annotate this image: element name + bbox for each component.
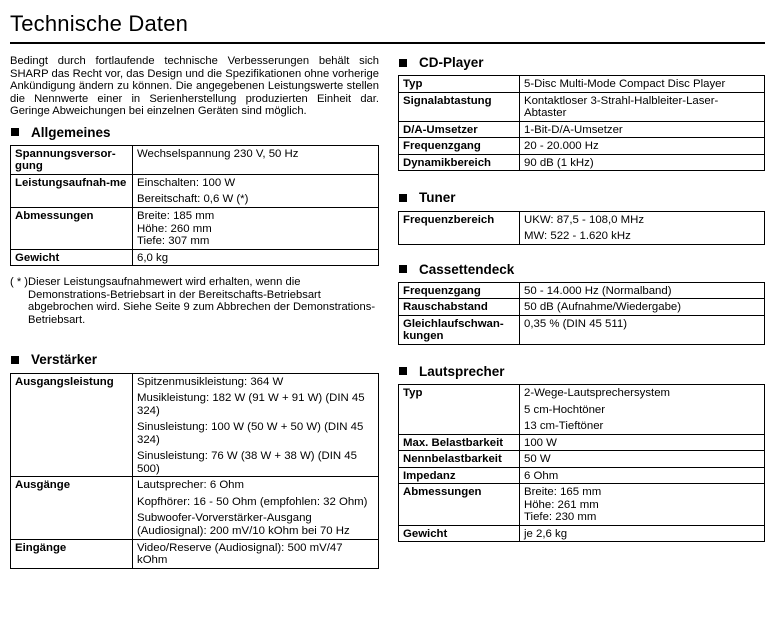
spec-value xyxy=(520,76,765,93)
square-bullet-icon xyxy=(399,59,407,67)
table-row xyxy=(399,76,765,93)
left-column xyxy=(10,55,379,569)
spec-label: Eingänge xyxy=(11,539,133,568)
section-title: Verstärker xyxy=(31,352,98,368)
spec-value xyxy=(520,299,765,316)
spec-value xyxy=(133,208,379,250)
spec-label: Frequenzbereich xyxy=(399,211,520,244)
spec-label: Frequenzgang xyxy=(399,282,520,299)
right-column xyxy=(398,55,765,542)
intro-paragraph: Bedingt durch fortlaufende technische Verbesserungen behält sich SHARP das Recht vor, das Design und die Spezifikationen ohne vorherige Ankündigung ändern zu können. Die angegebenen Leistungswerte stellen die Nennwerte einer in Serienherstellung produzierten Einheit dar. Geringe Abweichungen bei einzelnen Geräten sind möglich. xyxy=(10,55,379,118)
section-title: Allgemeines xyxy=(31,124,111,140)
spec-value-line: Sinusleistung: 76 W (38 W + 38 W) (DIN 45 500) xyxy=(137,450,357,475)
spec-value-line: Lautsprecher: 6 Ohm xyxy=(137,479,244,492)
spec-label: Signalabtastung xyxy=(399,92,520,121)
spec-label: Typ xyxy=(399,385,520,435)
page-title: Technische Daten xyxy=(10,11,189,36)
spec-value xyxy=(133,539,379,568)
spec-label: Frequenzgang xyxy=(399,138,520,155)
square-bullet-icon xyxy=(399,367,407,375)
spec-value-line: 0,35 % (DIN 45 511) xyxy=(524,317,627,330)
spec-value-line: 20 - 20.000 Hz xyxy=(524,140,599,153)
spec-value-line: Tiefe: 307 mm xyxy=(137,235,210,248)
spec-value xyxy=(520,434,765,451)
spec-value xyxy=(520,451,765,468)
spec-value-line: 13 cm-Tieftöner xyxy=(524,420,604,433)
spec-value-line: Kontaktloser 3-Strahl-Halbleiter-Laser-Abtaster xyxy=(524,94,719,120)
table-row xyxy=(399,138,765,155)
table-row xyxy=(399,434,765,451)
spec-label: Abmessungen xyxy=(11,208,133,250)
section-title: Cassettendeck xyxy=(419,261,515,277)
section-title: Tuner xyxy=(419,190,456,206)
spec-value-line: 6,0 kg xyxy=(137,251,169,264)
spec-value xyxy=(520,121,765,138)
table-row xyxy=(399,315,765,344)
square-bullet-icon xyxy=(11,356,19,364)
spec-value-line: Höhe: 261 mm xyxy=(524,498,599,511)
spec-value-line: Tiefe: 230 mm xyxy=(524,511,597,524)
table-tuner xyxy=(398,211,765,245)
spec-value xyxy=(520,315,765,344)
table-row xyxy=(11,208,379,250)
spec-value-line: MW: 522 - 1.620 kHz xyxy=(524,230,631,243)
spec-value xyxy=(133,249,379,266)
spec-value xyxy=(520,282,765,299)
spec-label: Gleichlaufschwan-kungen xyxy=(399,315,520,344)
square-bullet-icon xyxy=(11,128,19,136)
section-heading-cassettendeck xyxy=(398,262,765,277)
table-row xyxy=(399,154,765,171)
spec-label: Abmessungen xyxy=(399,484,520,526)
footnote-text: Dieser Leistungsaufnahmewert wird erhalten, wenn die Demonstrations-Betriebsart in der Bereitschafts-Betriebsart abgebrochen wird. Siehe Seite 9 zum Abbrechen der Demonstrations-Betriebsart. xyxy=(28,276,376,326)
spec-value xyxy=(133,373,379,477)
spec-value-line: Einschalten: 100 W xyxy=(137,176,236,189)
section-title: Lautsprecher xyxy=(419,363,505,379)
table-row xyxy=(399,451,765,468)
table-row xyxy=(399,299,765,316)
table-cd-player xyxy=(398,75,765,171)
footnote xyxy=(10,276,379,326)
square-bullet-icon xyxy=(399,265,407,273)
spec-value xyxy=(520,154,765,171)
spec-value-line: je 2,6 kg xyxy=(524,527,568,540)
spec-label: Impedanz xyxy=(399,467,520,484)
footnote-mark: ( * ) xyxy=(10,276,29,289)
table-row xyxy=(11,145,379,174)
spec-value-line: 50 W xyxy=(524,453,551,466)
spec-value xyxy=(520,467,765,484)
spec-label: Leistungsaufnah-me xyxy=(11,174,133,207)
spec-value-line: UKW: 87,5 - 108,0 MHz xyxy=(524,213,645,226)
spec-label: D/A-Umsetzer xyxy=(399,121,520,138)
table-row xyxy=(11,249,379,266)
section-heading-allgemeines xyxy=(10,125,379,140)
spec-value-line: Breite: 165 mm xyxy=(524,486,602,499)
table-cassettendeck xyxy=(398,282,765,345)
spec-value xyxy=(133,174,379,207)
spec-label: Typ xyxy=(399,76,520,93)
spec-value-line: Spitzenmusikleistung: 364 W xyxy=(137,375,284,388)
spec-label: Ausgangsleistung xyxy=(11,373,133,477)
spec-value-line: Breite: 185 mm xyxy=(137,210,215,223)
spec-value-line: 2-Wege-Lautsprechersystem xyxy=(524,387,671,399)
table-row xyxy=(399,484,765,526)
spec-value-line: Musikleistung: 182 W (91 W + 91 W) (DIN 45 324) xyxy=(137,392,365,417)
spec-value-line: 50 - 14.000 Hz (Normalband) xyxy=(524,284,672,297)
table-lautsprecher xyxy=(398,384,765,542)
table-row xyxy=(399,525,765,542)
spec-label: Gewicht xyxy=(399,525,520,542)
spec-value-line: 6 Ohm xyxy=(524,469,559,482)
title-rule xyxy=(10,42,765,44)
spec-label: Spannungsversor-gung xyxy=(11,145,133,174)
spec-label: Rauschabstand xyxy=(399,299,520,316)
spec-value-line: 1-Bit-D/A-Umsetzer xyxy=(524,123,623,136)
section-heading-verstaerker xyxy=(10,352,379,367)
spec-value-line: Subwoofer-Vorverstärker-Ausgang (Audiosignal): 200 mV/10 kOhm bei 70 Hz xyxy=(137,512,350,537)
spec-value-line: Wechselspannung 230 V, 50 Hz xyxy=(137,147,299,160)
spec-value xyxy=(520,211,765,244)
spec-value-line: Sinusleistung: 100 W (50 W + 50 W) (DIN 45 324) xyxy=(137,421,364,446)
table-row xyxy=(399,467,765,484)
table-row xyxy=(399,282,765,299)
spec-value-line: Kopfhörer: 16 - 50 Ohm (empfohlen: 32 Ohm) xyxy=(137,495,368,508)
spec-label: Ausgänge xyxy=(11,477,133,539)
spec-value-line: 5-Disc Multi-Mode Compact Disc Player xyxy=(524,78,726,91)
table-verstaerker xyxy=(10,373,379,569)
spec-label: Max. Belastbarkeit xyxy=(399,434,520,451)
spec-value-line: Höhe: 260 mm xyxy=(137,222,212,235)
spec-label: Gewicht xyxy=(11,249,133,266)
spec-value xyxy=(133,477,379,539)
table-allgemeines xyxy=(10,145,379,266)
section-title: CD-Player xyxy=(419,55,484,70)
spec-value-line: 50 dB (Aufnahme/Wiedergabe) xyxy=(524,301,682,314)
spec-value xyxy=(520,484,765,526)
table-row xyxy=(399,121,765,138)
table-row xyxy=(11,477,379,539)
spec-value xyxy=(520,138,765,155)
table-row xyxy=(11,373,379,477)
table-row xyxy=(11,539,379,568)
spec-value-line: 100 W xyxy=(524,436,557,449)
section-heading-lautsprecher xyxy=(398,364,765,379)
spec-value xyxy=(520,385,765,435)
spec-value xyxy=(520,525,765,542)
square-bullet-icon xyxy=(399,194,407,202)
spec-label: Nennbelastbarkeit xyxy=(399,451,520,468)
spec-value-line: Bereitschaft: 0,6 W (*) xyxy=(137,193,249,206)
table-row xyxy=(399,385,765,435)
spec-value-line: Video/Reserve (Audiosignal): 500 mV/47 kOhm xyxy=(137,541,343,567)
table-row xyxy=(11,174,379,207)
section-heading-cd-player xyxy=(398,55,765,70)
section-heading-tuner xyxy=(398,190,765,205)
table-row xyxy=(399,92,765,121)
table-row xyxy=(399,211,765,244)
spec-value xyxy=(133,145,379,174)
spec-value xyxy=(520,92,765,121)
spec-label: Dynamikbereich xyxy=(399,154,520,171)
spec-value-line: 5 cm-Hochtöner xyxy=(524,403,606,416)
spec-value-line: 90 dB (1 kHz) xyxy=(524,156,594,169)
